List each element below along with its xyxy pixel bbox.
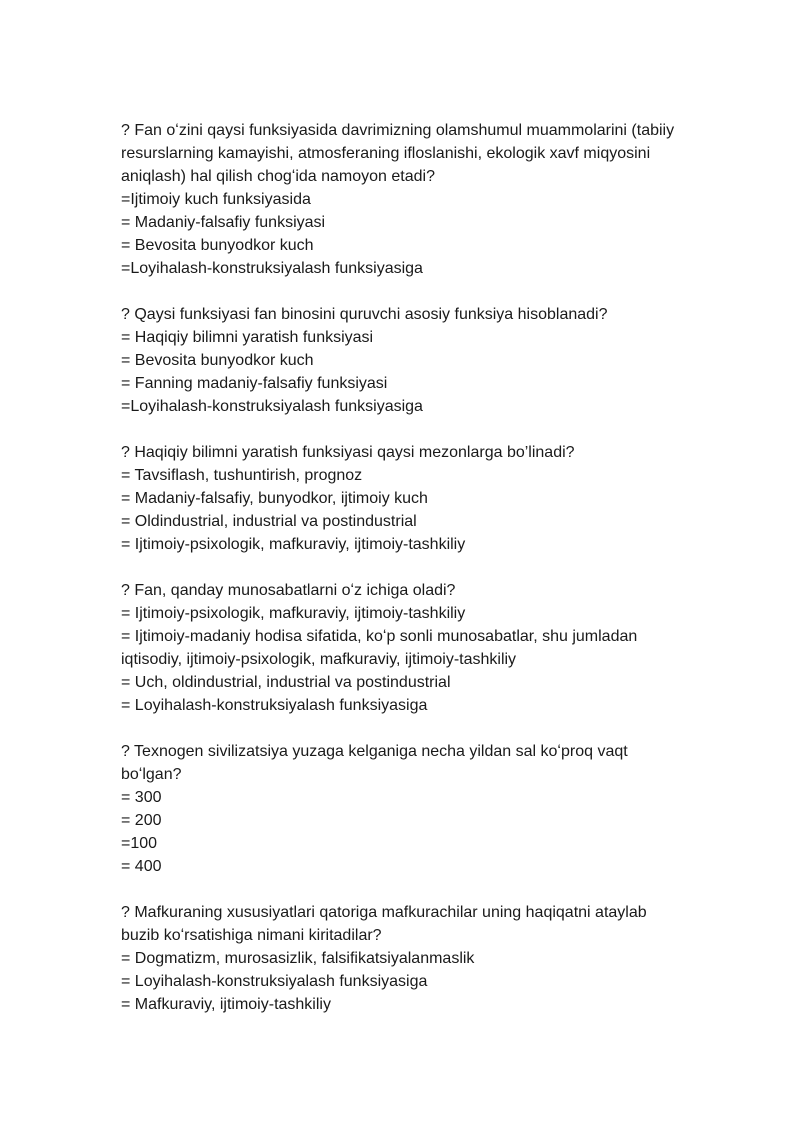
answer-option: = Ijtimoiy-madaniy hodisa sifatida, koʻp sonli munosabatlar, shu jumladan iqtisodiy, ijtimoiy-psixologik, mafkuraviy, ijtimoiy-tashkiliy (121, 628, 638, 668)
question-block-3 (121, 441, 681, 556)
answer-option: = Haqiqiy bilimni yaratish funksiyasi (121, 329, 374, 346)
question-text: ? Fan, qanday munosabatlarni oʻz ichiga oladi? (121, 582, 456, 599)
answer-option: = Oldindustrial, industrial va postindustrial (121, 513, 417, 530)
document-body (121, 119, 681, 1039)
answer-option: = Loyihalash-konstruksiyalash funksiyasiga (121, 697, 428, 714)
question-text: ? Mafkuraning xususiyatlari qatoriga mafkurachilar uning haqiqatni ataylab buzib koʻrsatishiga nimani kiritadilar? (121, 904, 647, 944)
answer-option: = Madaniy-falsafiy funksiyasi (121, 214, 326, 231)
answer-option: = Mafkuraviy, ijtimoiy-tashkiliy (121, 996, 331, 1013)
answer-option: = Dogmatizm, murosasizlik, falsifikatsiyalanmaslik (121, 950, 475, 967)
answer-option: = Ijtimoiy-psixologik, mafkuraviy, ijtimoiy-tashkiliy (121, 536, 466, 553)
answer-option: = Uch, oldindustrial, industrial va postindustrial (121, 674, 451, 691)
question-text: ? Fan oʻzini qaysi funksiyasida davrimizning olamshumul muammolarini (tabiiy resurslarning kamayishi, atmosferaning ifloslanishi, ekologik xavf miqyosini aniqlash) hal qilish chogʻida namoyon etadi? (121, 122, 675, 185)
answer-option: = 400 (121, 858, 162, 875)
question-block-2 (121, 303, 681, 418)
question-text: ? Qaysi funksiyasi fan binosini quruvchi asosiy funksiya hisoblanadi? (121, 306, 608, 323)
answer-option: = 200 (121, 812, 162, 829)
question-block-4 (121, 579, 681, 717)
question-block-1 (121, 119, 681, 280)
question-text: ? Texnogen sivilizatsiya yuzaga kelganiga necha yildan sal koʻproq vaqt boʻlgan? (121, 743, 628, 783)
answer-option: =Ijtimoiy kuch funksiyasida (121, 191, 311, 208)
answer-option: = Tavsiflash, tushuntirish, prognoz (121, 467, 363, 484)
answer-option: = Ijtimoiy-psixologik, mafkuraviy, ijtimoiy-tashkiliy (121, 605, 466, 622)
answer-option: = Madaniy-falsafiy, bunyodkor, ijtimoiy kuch (121, 490, 428, 507)
answer-option: = Fanning madaniy-falsafiy funksiyasi (121, 375, 388, 392)
answer-option: = Bevosita bunyodkor kuch (121, 352, 314, 369)
question-block-6 (121, 901, 681, 1016)
answer-option: = 300 (121, 789, 162, 806)
answer-option: = Bevosita bunyodkor kuch (121, 237, 314, 254)
question-block-5 (121, 740, 681, 878)
answer-option: =Loyihalash-konstruksiyalash funksiyasiga (121, 398, 423, 415)
answer-option: =100 (121, 835, 158, 852)
answer-option: =Loyihalash-konstruksiyalash funksiyasiga (121, 260, 423, 277)
answer-option: = Loyihalash-konstruksiyalash funksiyasiga (121, 973, 428, 990)
question-text: ? Haqiqiy bilimni yaratish funksiyasi qaysi mezonlarga bo’linadi? (121, 444, 575, 461)
